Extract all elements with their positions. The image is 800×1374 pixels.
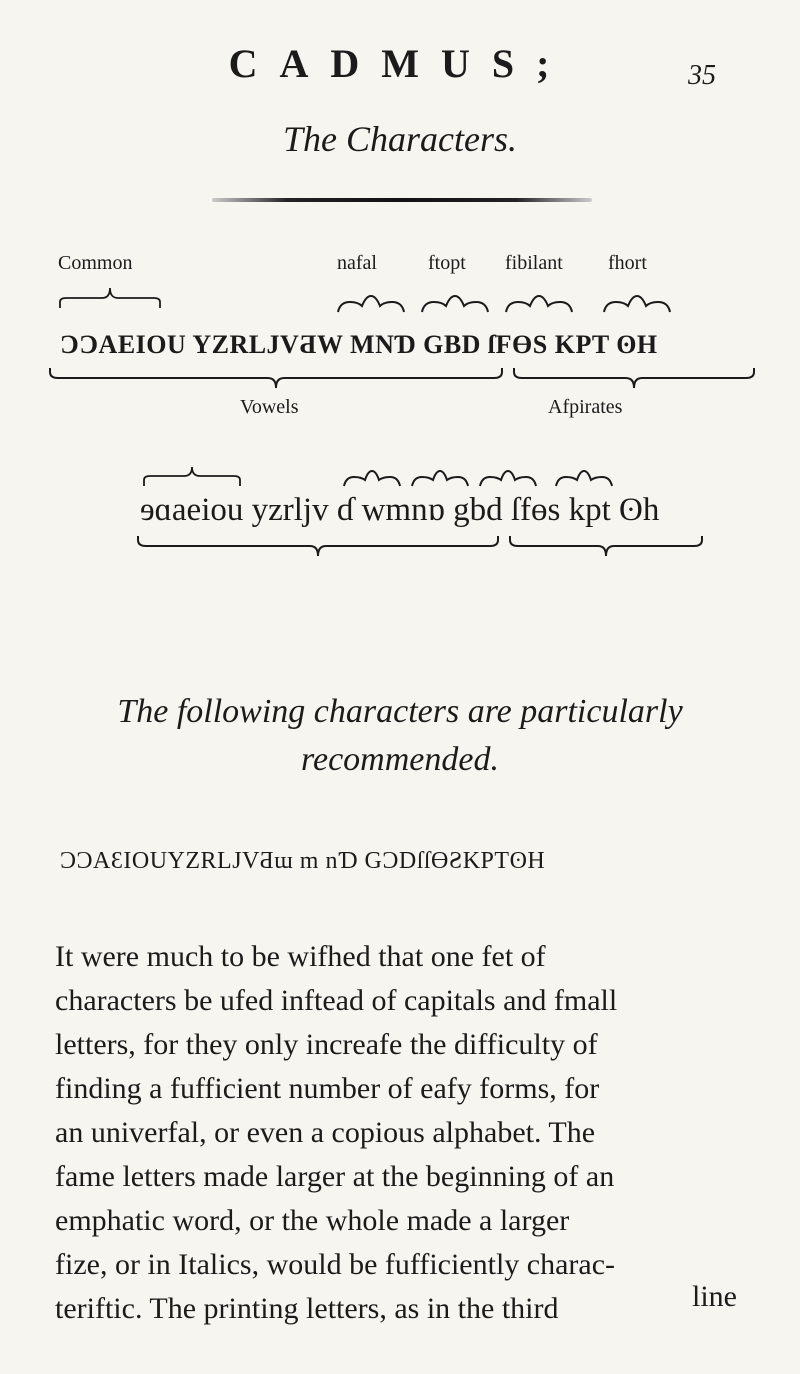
brace-nasal-lower bbox=[342, 466, 402, 488]
brace-vowels-lower bbox=[136, 534, 500, 558]
brace-aspirates bbox=[512, 366, 756, 390]
brace-sibilant bbox=[504, 290, 574, 314]
label-common: Common bbox=[58, 252, 133, 274]
label-sibilant: fibilant bbox=[505, 252, 563, 274]
body-line: It were much to be wifhed that one fet of bbox=[55, 940, 546, 973]
body-line: characters be ufed inftead of capitals and fmall bbox=[55, 984, 618, 1017]
section-heading: The Characters. bbox=[283, 119, 517, 159]
brace-short bbox=[602, 290, 672, 314]
label-vowels: Vowels bbox=[240, 396, 299, 418]
brace-aspirates-lower bbox=[508, 534, 704, 558]
page-number: 35 bbox=[688, 60, 716, 91]
recommendation-line-2: recommended. bbox=[301, 741, 499, 778]
lowercase-letter-row: ɘɑaeiou yzrljv ɗ wmnɒ gbd ſfɵs kpt ʘh bbox=[140, 492, 660, 528]
brace-common bbox=[58, 284, 162, 310]
recommendation-line-1: The following characters are particularly bbox=[117, 693, 683, 730]
brace-vowels bbox=[48, 366, 504, 390]
body-line: fame letters made larger at the beginning of an bbox=[55, 1160, 615, 1193]
brace-stop bbox=[420, 290, 490, 314]
brace-common-lower bbox=[142, 464, 242, 488]
ornamental-rule bbox=[212, 198, 592, 202]
label-aspirates: Afpirates bbox=[548, 396, 623, 418]
brace-short-lower bbox=[554, 466, 614, 488]
body-line: letters, for they only increafe the difficulty of bbox=[55, 1028, 598, 1061]
brace-stop-lower bbox=[410, 466, 470, 488]
label-nasal: nafal bbox=[337, 252, 377, 274]
label-stop: ftopt bbox=[428, 252, 466, 274]
body-line: an univerfal, or even a copious alphabet. The bbox=[55, 1116, 596, 1149]
body-line: teriftic. The printing letters, as in the third bbox=[55, 1292, 559, 1325]
recommendation-heading bbox=[0, 688, 800, 784]
body-line: fize, or in Italics, would be fufficiently charac- bbox=[55, 1248, 616, 1281]
catchword: line bbox=[692, 1280, 737, 1313]
body-line: emphatic word, or the whole made a larger bbox=[55, 1204, 570, 1237]
brace-sibilant-lower bbox=[478, 466, 538, 488]
body-line: finding a fufficient number of eafy forms, for bbox=[55, 1072, 600, 1105]
recommended-characters-row: ƆƆAƐIOUYZRLJVƋɯ m nƊ GƆDſſƟƧKPTʘH bbox=[60, 848, 546, 874]
label-short: fhort bbox=[608, 252, 647, 274]
running-title: CADMUS; bbox=[228, 41, 572, 86]
capital-letter-row: ƆƆAEIOU YZRLJVƋW MNƊ GBD ſFƟS KPT ʘH bbox=[60, 330, 658, 359]
brace-nasal bbox=[336, 290, 406, 314]
